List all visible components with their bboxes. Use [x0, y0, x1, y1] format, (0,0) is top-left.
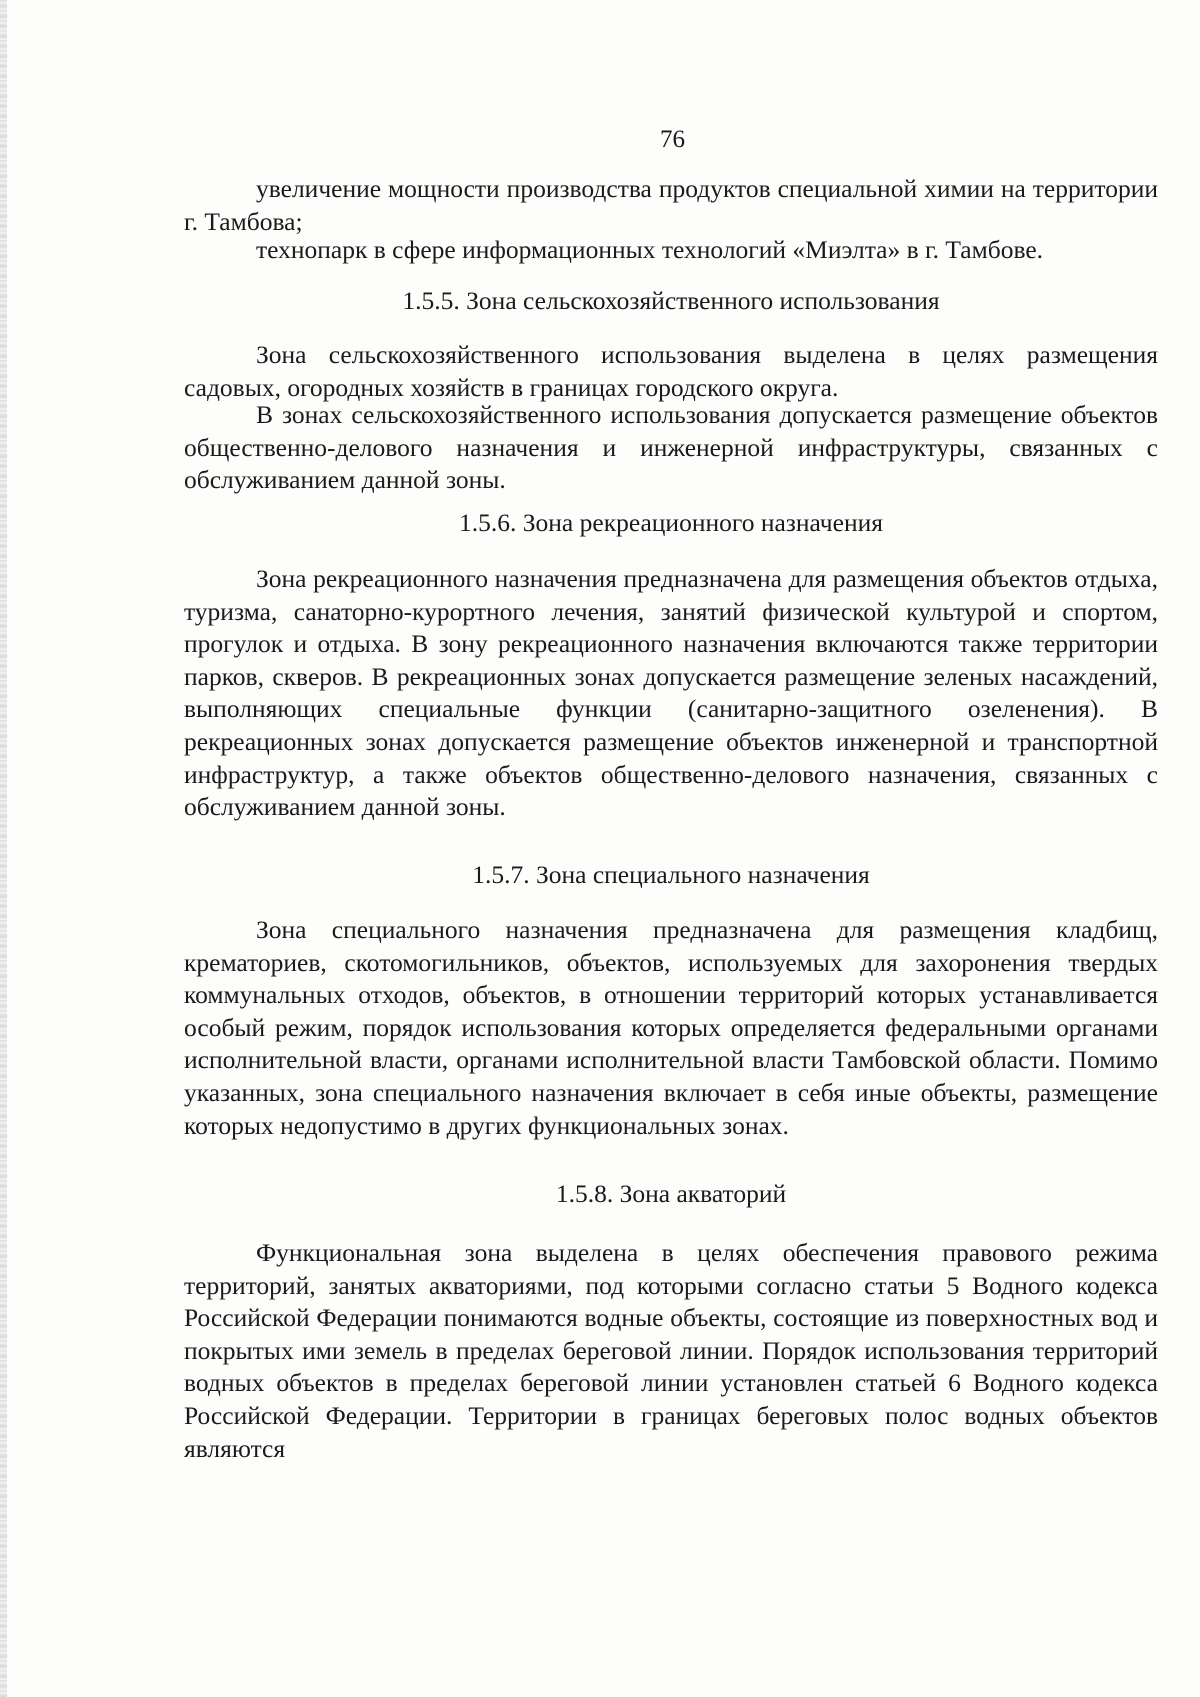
- section-heading-1-5-5: 1.5.5. Зона сельскохозяйственного использования: [402, 286, 940, 315]
- paragraph-agricultural-allowed: В зонах сельскохозяйственного использования допускается размещение объектов общественно-делового назначения и инженерной инфраструктуры, связанных с обслуживанием данной зоны.: [184, 400, 1158, 495]
- section-heading-1-5-6: 1.5.6. Зона рекреационного назначения: [459, 508, 883, 537]
- paragraph-recreational-zone: Зона рекреационного назначения предназначена для размещения объектов отдыха, туризма, санаторно-курортного лечения, занятий физической культурой и спортом, прогулок и отдыха. В зону рекреационного назначения включаются также территории парков, скверов. В рекреационных зонах допускается размещение зеленых насаждений, выполняющих специальные функции (санитарно-защитного озеленения). В рекреационных зонах допускается размещение объектов инженерной и транспортной инфраструктур, а также объектов общественно-делового назначения, связанных с обслуживанием данной зоны.: [184, 564, 1158, 822]
- paragraph-technopark: технопарк в сфере информационных технологий «Миэлта» в г. Тамбове.: [256, 235, 1044, 264]
- paragraph-special-zone: Зона специального назначения предназначена для размещения кладбищ, крематориев, скотомогильников, объектов, используемых для захоронения твердых коммунальных отходов, объектов, в отношении территорий которых устанавливается особый режим, порядок использования которых определяется федеральными органами исполнительной власти, органами исполнительной власти Тамбовской области. Помимо указанных, зона специального назначения включает в себя иные объекты, размещение которых недопустимо в других функциональных зонах.: [184, 915, 1158, 1140]
- scan-edge-artifact: [0, 0, 7, 1697]
- section-heading-1-5-8: 1.5.8. Зона акваторий: [555, 1179, 787, 1208]
- page-number: 76: [660, 126, 685, 153]
- paragraph-agricultural-zone: Зона сельскохозяйственного использования выделена в целях размещения садовых, огородных хозяйств в границах городского округа.: [184, 340, 1158, 402]
- section-heading-1-5-7: 1.5.7. Зона специального назначения: [472, 860, 870, 889]
- paragraph-special-chemistry: увеличение мощности производства продуктов специальной химии на территории г. Тамбова;: [184, 174, 1158, 236]
- paragraph-water-zone: Функциональная зона выделена в целях обеспечения правового режима территорий, занятых акваториями, под которыми согласно статьи 5 Водного кодекса Российской Федерации понимаются водные объекты, состоящие из поверхностных вод и покрытых ими земель в пределах береговой линии. Порядок использования территорий водных объектов в пределах береговой линии установлен статьей 6 Водного кодекса Российской Федерации. Территории в границах береговых полос водных объектов являются: [184, 1238, 1158, 1463]
